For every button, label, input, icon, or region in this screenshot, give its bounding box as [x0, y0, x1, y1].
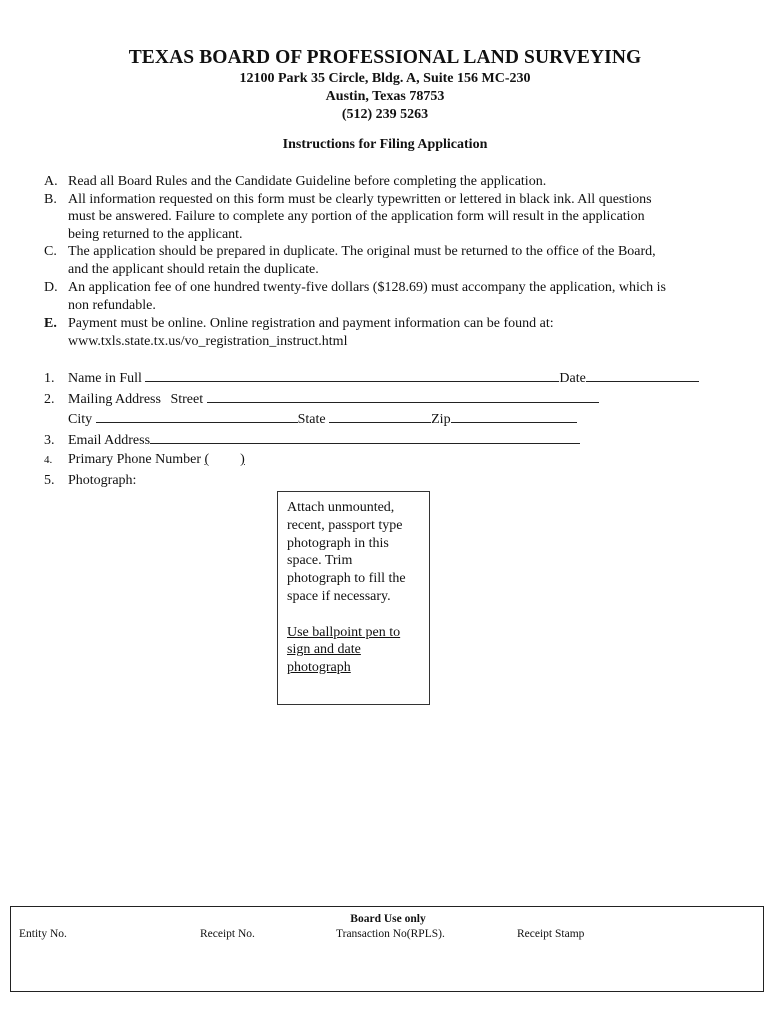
transaction-no-label: Transaction No(RPLS). — [336, 928, 445, 940]
phone-number: (512) 239 5263 — [341, 107, 429, 122]
paren-open: ( — [204, 452, 210, 467]
instructions-title: Instructions for Filing Application — [282, 137, 488, 152]
instruction-text: The application should be prepared in duplicate. The original must be returned to the office of the Board, — [68, 244, 656, 259]
instruction-label: A. — [44, 174, 58, 189]
zip-input-line[interactable] — [451, 409, 577, 423]
field-name-row — [44, 368, 699, 388]
photo-sign-note — [287, 624, 427, 677]
photo-instruction-line: photograph to fill the — [287, 571, 406, 587]
address-line-1: 12100 Park 35 Circle, Bldg. A, Suite 156 MC-230 — [239, 71, 531, 86]
street-input-line[interactable] — [207, 389, 599, 403]
instruction-b — [44, 191, 724, 244]
state-input-line[interactable] — [329, 409, 431, 423]
board-use-box — [10, 906, 764, 992]
photograph-label: Photograph: — [68, 473, 137, 488]
phone-area-code-field[interactable] — [204, 452, 244, 467]
field-city-row — [68, 409, 577, 429]
city-input-line[interactable] — [96, 409, 298, 423]
field-number: 5. — [44, 473, 55, 488]
field-number: 2. — [44, 392, 55, 407]
photo-sign-line: Use ballpoint pen to — [287, 624, 401, 640]
field-photo-row — [44, 472, 136, 490]
instruction-label: B. — [44, 191, 57, 207]
photo-sign-line: sign and date — [287, 642, 361, 658]
address-line-2: Austin, Texas 78753 — [325, 89, 445, 104]
field-email-row — [44, 430, 580, 450]
instruction-c — [44, 243, 724, 278]
city-label: City — [68, 412, 93, 427]
date-input-line[interactable] — [586, 368, 699, 382]
name-input-line[interactable] — [145, 368, 559, 382]
board-use-title: Board Use only — [350, 913, 426, 925]
field-number: 1. — [44, 371, 55, 386]
instruction-label: C. — [44, 244, 57, 259]
photo-sign-line: photograph — [287, 660, 351, 676]
receipt-stamp-label: Receipt Stamp — [517, 928, 585, 940]
photo-instruction-line: recent, passport type — [287, 517, 403, 533]
email-label: Email Address — [68, 433, 151, 448]
instruction-e — [44, 315, 724, 350]
street-label: Street — [170, 392, 204, 407]
entity-no-label: Entity No. — [19, 928, 67, 940]
photo-instruction-line: space if necessary. — [287, 588, 391, 604]
instruction-a — [44, 173, 724, 191]
zip-label: Zip — [431, 412, 451, 427]
instruction-label: E. — [44, 316, 57, 331]
instruction-text: An application fee of one hundred twenty-five dollars ($128.69) must accompany the application, which is — [68, 280, 666, 295]
field-address-row — [44, 389, 599, 409]
phone-label: Primary Phone Number — [68, 452, 201, 467]
photo-instruction-line: space. Trim — [287, 553, 353, 569]
instruction-text: Read all Board Rules and the Candidate Guideline before completing the application. — [68, 174, 547, 189]
paren-close: ) — [240, 452, 245, 467]
state-label: State — [297, 412, 326, 427]
photo-instruction-line: Attach unmounted, — [287, 500, 395, 515]
date-label: Date — [559, 371, 586, 386]
mailing-address-label: Mailing Address — [68, 392, 161, 407]
instruction-text: Payment must be online. Online registration and payment information can be found at: — [68, 316, 554, 331]
photo-attach-box[interactable] — [277, 491, 430, 705]
instruction-text: being returned to the applicant. — [68, 226, 243, 242]
instruction-text: must be answered. Failure to complete any portion of the application form will result in the application — [68, 209, 645, 224]
name-label: Name in Full — [68, 371, 142, 386]
instruction-text: and the applicant should retain the duplicate. — [68, 261, 319, 277]
photo-instruction-line: photograph in this — [287, 535, 389, 551]
instruction-text: non refundable. — [68, 297, 156, 313]
field-number: 4. — [44, 454, 53, 466]
page-title: TEXAS BOARD OF PROFESSIONAL LAND SURVEYING — [128, 47, 642, 68]
receipt-no-label: Receipt No. — [200, 928, 255, 940]
instruction-d — [44, 279, 724, 314]
photo-instructions — [287, 499, 427, 677]
email-input-line[interactable] — [150, 430, 580, 444]
instruction-text: All information requested on this form must be clearly typewritten or lettered in black ink. All questions — [68, 191, 652, 207]
instruction-url: www.txls.state.tx.us/vo_registration_instruct.html — [68, 333, 348, 349]
field-number: 3. — [44, 433, 55, 448]
field-phone-row — [44, 451, 245, 469]
instruction-label: D. — [44, 280, 58, 295]
